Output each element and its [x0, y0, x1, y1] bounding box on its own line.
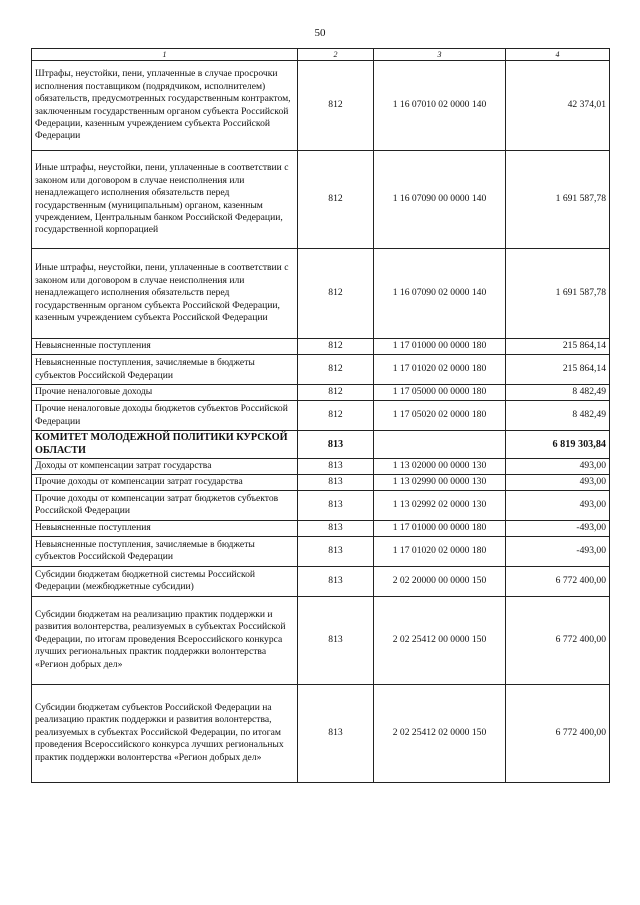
row-description: Иные штрафы, неустойки, пени, уплаченные в соответствии с законом или договором в случае неисполнения или ненадлежащего исполнения обязательств перед государственным (муниципальным) органом, казенным учреждением, Центральным банком Российской Федерации, государственной корпорацией [32, 151, 298, 249]
row-kbk-code [374, 431, 506, 459]
table-row [32, 431, 610, 459]
row-kbk-code: 1 16 07010 02 0000 140 [374, 61, 506, 151]
row-description: Прочие доходы от компенсации затрат государства [32, 474, 298, 490]
column-header: 1 [32, 49, 298, 61]
revenue-table [31, 48, 610, 783]
page-number: 50 [314, 27, 326, 39]
row-description: Субсидии бюджетам бюджетной системы Российской Федерации (межбюджетные субсидии) [32, 566, 298, 596]
row-admin-code: 812 [298, 151, 374, 249]
row-kbk-code: 1 17 05000 00 0000 180 [374, 385, 506, 401]
row-amount: 42 374,01 [506, 61, 610, 151]
row-admin-code: 812 [298, 339, 374, 355]
row-description: Субсидии бюджетам субъектов Российской Федерации на реализацию практик поддержки и развития волонтерства, реализуемых в субъектах Российской Федерации, по итогам проведения Всероссийского конкурса лучших региональных практик поддержки волонтерства «Регион добрых дел» [32, 684, 298, 782]
row-admin-code: 812 [298, 61, 374, 151]
table-row [32, 566, 610, 596]
row-admin-code: 812 [298, 385, 374, 401]
row-admin-code: 813 [298, 520, 374, 536]
row-admin-code: 812 [298, 355, 374, 385]
row-description: КОМИТЕТ МОЛОДЕЖНОЙ ПОЛИТИКИ КУРСКОЙ ОБЛАСТИ [32, 431, 298, 459]
table-row [32, 596, 610, 684]
row-kbk-code: 1 17 01020 02 0000 180 [374, 536, 506, 566]
row-kbk-code: 1 13 02990 00 0000 130 [374, 474, 506, 490]
row-amount: 493,00 [506, 490, 610, 520]
row-kbk-code: 1 16 07090 00 0000 140 [374, 151, 506, 249]
row-amount: 215 864,14 [506, 339, 610, 355]
row-amount: 1 691 587,78 [506, 249, 610, 339]
table-row [32, 249, 610, 339]
row-admin-code: 813 [298, 490, 374, 520]
row-kbk-code: 1 17 01000 00 0000 180 [374, 339, 506, 355]
row-description: Прочие неналоговые доходы бюджетов субъектов Российской Федерации [32, 401, 298, 431]
row-description: Штрафы, неустойки, пени, уплаченные в случае просрочки исполнения поставщиком (подрядчиком, исполнителем) обязательств, предусмотренных государственным контрактом, заключенным государственным органом субъекта Российской Федерации, казенным учреждением субъекта Российской Федерации [32, 61, 298, 151]
table-row [32, 520, 610, 536]
row-amount: 6 772 400,00 [506, 596, 610, 684]
row-description: Прочие неналоговые доходы [32, 385, 298, 401]
table-row [32, 684, 610, 782]
row-amount: -493,00 [506, 520, 610, 536]
row-kbk-code: 2 02 25412 00 0000 150 [374, 596, 506, 684]
row-description: Прочие доходы от компенсации затрат бюджетов субъектов Российской Федерации [32, 490, 298, 520]
table-row [32, 61, 610, 151]
row-admin-code: 813 [298, 474, 374, 490]
row-amount: 8 482,49 [506, 385, 610, 401]
row-amount: 215 864,14 [506, 355, 610, 385]
row-kbk-code: 1 16 07090 02 0000 140 [374, 249, 506, 339]
table-row [32, 355, 610, 385]
table-row [32, 536, 610, 566]
row-amount: 493,00 [506, 458, 610, 474]
table-row [32, 474, 610, 490]
row-admin-code: 813 [298, 458, 374, 474]
row-description: Невыясненные поступления, зачисляемые в бюджеты субъектов Российской Федерации [32, 355, 298, 385]
row-description: Субсидии бюджетам на реализацию практик поддержки и развития волонтерства, реализуемых в субъектах Российской Федерации, по итогам проведения Всероссийского конкурса лучших региональных практик поддержки волонтерства «Регион добрых дел» [32, 596, 298, 684]
row-kbk-code: 1 17 05020 02 0000 180 [374, 401, 506, 431]
column-header: 2 [298, 49, 374, 61]
row-kbk-code: 1 17 01020 02 0000 180 [374, 355, 506, 385]
table-header-row [32, 49, 610, 61]
row-kbk-code: 1 13 02000 00 0000 130 [374, 458, 506, 474]
row-description: Иные штрафы, неустойки, пени, уплаченные в соответствии с законом или договором в случае неисполнения или ненадлежащего исполнения обязательств перед государственным органом субъекта Российской Федерации, казенным учреждением субъекта Российской Федерации [32, 249, 298, 339]
table-row [32, 458, 610, 474]
row-amount: 6 772 400,00 [506, 566, 610, 596]
row-amount: 1 691 587,78 [506, 151, 610, 249]
row-kbk-code: 2 02 20000 00 0000 150 [374, 566, 506, 596]
row-admin-code: 813 [298, 596, 374, 684]
row-kbk-code: 1 17 01000 00 0000 180 [374, 520, 506, 536]
row-admin-code: 813 [298, 536, 374, 566]
row-admin-code: 813 [298, 684, 374, 782]
row-admin-code: 812 [298, 401, 374, 431]
table-row [32, 151, 610, 249]
row-amount: -493,00 [506, 536, 610, 566]
row-amount: 6 772 400,00 [506, 684, 610, 782]
row-description: Невыясненные поступления [32, 339, 298, 355]
row-admin-code: 812 [298, 249, 374, 339]
row-description: Доходы от компенсации затрат государства [32, 458, 298, 474]
table-row [32, 401, 610, 431]
row-amount: 6 819 303,84 [506, 431, 610, 459]
column-header: 4 [506, 49, 610, 61]
table-row [32, 490, 610, 520]
row-admin-code: 813 [298, 566, 374, 596]
table-row [32, 385, 610, 401]
row-description: Невыясненные поступления [32, 520, 298, 536]
table-row [32, 339, 610, 355]
row-kbk-code: 2 02 25412 02 0000 150 [374, 684, 506, 782]
row-description: Невыясненные поступления, зачисляемые в бюджеты субъектов Российской Федерации [32, 536, 298, 566]
row-amount: 493,00 [506, 474, 610, 490]
column-header: 3 [374, 49, 506, 61]
row-kbk-code: 1 13 02992 02 0000 130 [374, 490, 506, 520]
row-admin-code: 813 [298, 431, 374, 459]
row-amount: 8 482,49 [506, 401, 610, 431]
